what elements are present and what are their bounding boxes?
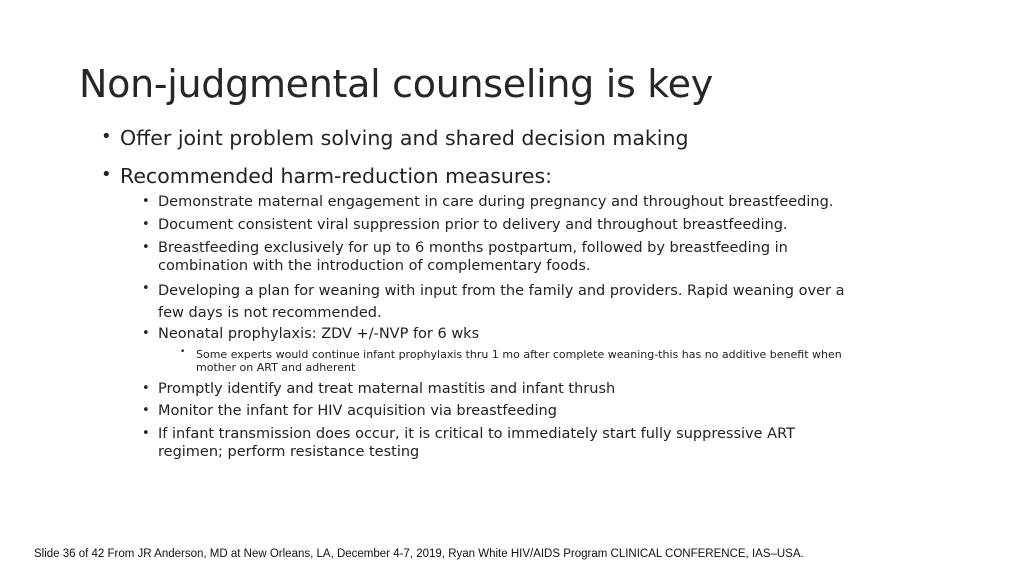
bullet-icon: • xyxy=(142,194,150,209)
slide-footer: Slide 36 of 42 From JR Anderson, MD at New Orleans, LA, December 4-7, 2019, Ryan White HIV/AIDS Program CLINICAL CONFERENCE, IAS–USA. xyxy=(34,548,804,560)
measure-item: If infant transmission does occur, it is critical to immediately start fully suppressive ART regimen; perform resistance testing xyxy=(158,426,795,460)
measure-item: Demonstrate maternal engagement in care during pregnancy and throughout breastfeeding. xyxy=(158,194,834,210)
bullet-icon: • xyxy=(101,164,112,185)
bullet-harm-reduction: Recommended harm-reduction measures: xyxy=(120,164,553,188)
bullet-icon: • xyxy=(142,426,150,441)
bullet-icon: • xyxy=(142,403,150,418)
bullet-icon: • xyxy=(142,240,150,255)
measure-item: Developing a plan for weaning with input from the family and providers. Rapid weaning over a few days is not recommended. xyxy=(158,283,845,321)
measure-item: Monitor the infant for HIV acquisition via breastfeeding xyxy=(158,403,557,419)
measure-item: Neonatal prophylaxis: ZDV +/-NVP for 6 wks xyxy=(158,326,480,342)
bullet-icon: • xyxy=(142,326,150,341)
bullet-icon: • xyxy=(142,217,150,232)
bullet-icon: • xyxy=(142,281,150,296)
sub-note: Some experts would continue infant prophylaxis thru 1 mo after complete weaning-this has no additive benefit when mother on ART and adherent xyxy=(196,348,842,374)
measure-item: Document consistent viral suppression prior to delivery and throughout breastfeeding. xyxy=(158,217,788,233)
bullet-icon: • xyxy=(142,381,150,396)
slide-title: Non-judgmental counseling is key xyxy=(79,62,713,106)
measure-item: Breastfeeding exclusively for up to 6 months postpartum, followed by breastfeeding in combination with the introduction of complementary foods. xyxy=(158,240,788,274)
measure-item: Promptly identify and treat maternal mastitis and infant thrush xyxy=(158,381,616,397)
bullet-icon: • xyxy=(101,126,112,147)
bullet-icon: • xyxy=(180,347,186,357)
bullet-shared-decision: Offer joint problem solving and shared decision making xyxy=(120,126,689,150)
